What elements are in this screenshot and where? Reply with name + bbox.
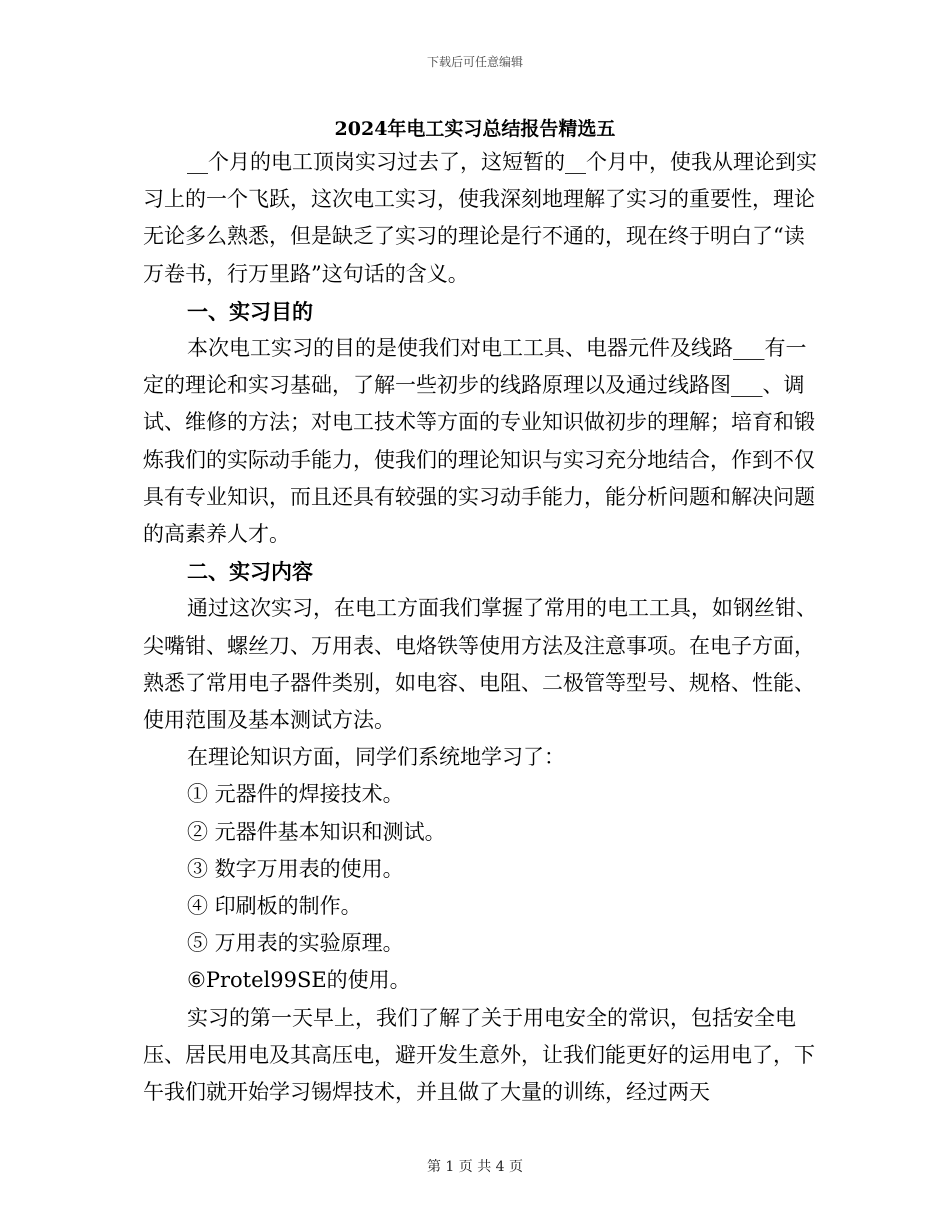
section-heading-purpose: 一、实习目的: [187, 298, 313, 324]
intro-paragraph: __个月的电工顶岗实习过去了，这短暂的__个月中，使我从理论到实习上的一个飞跃，这次电工实习，使我深刻地理解了实习的重要性，理论无论多么熟悉，但是缺乏了实习的理论是行不通的，现在终于明白了“读万卷书，行万里路”这句话的含义。: [143, 150, 817, 286]
list-item: ③ 数字万用表的使用。: [187, 856, 404, 881]
list-item: ② 元器件基本知识和测试。: [187, 819, 446, 844]
section-heading-content: 二、实习内容: [187, 559, 313, 585]
list-item: ⑥Protel99SE的使用。: [187, 968, 411, 993]
page-title: 2024年电工实习总结报告精选五: [334, 118, 616, 140]
list-item: ④ 印刷板的制作。: [187, 894, 362, 919]
closing-paragraph: 实习的第一天早上，我们了解了关于用电安全的常识，包括安全电压、居民用电及其高压电，避开发生意外，让我们能更好的运用电了，下午我们就开始学习锡焊技术，并且做了大量的训练，经过两天: [143, 1005, 815, 1105]
list-intro: 在理论知识方面，同学们系统地学习了：: [187, 745, 565, 770]
purpose-paragraph: 本次电工实习的目的是使我们对电工工具、电器元件及线路___有一定的理论和实习基础，了解一些初步的线路原理以及通过线路图___、调试、维修的方法；对电工技术等方面的专业知识做初步的理解；培育和锻炼我们的实际动手能力，使我们的理论知识与实习充分地结合，作到不仅具有专业知识，而且还具有较强的实习动手能力，能分析问题和解决问题的高素养人才。: [143, 336, 815, 547]
document-body: [143, 144, 823, 1111]
content-paragraph: 通过这次实习，在电工方面我们掌握了常用的电工工具，如钢丝钳、尖嘴钳、螺丝刀、万用表、电烙铁等使用方法及注意事项。在电子方面，熟悉了常用电子器件类别，如电容、电阻、二极管等型号、规格、性能、使用范围及基本测试方法。: [143, 596, 817, 733]
list-item: ⑤ 万用表的实验原理。: [187, 931, 404, 956]
header-note: 下载后可任意编辑: [426, 55, 523, 69]
page-footer: 第 1 页 共 4 页: [426, 1159, 524, 1175]
list-item: ① 元器件的焊接技术。: [187, 782, 404, 807]
